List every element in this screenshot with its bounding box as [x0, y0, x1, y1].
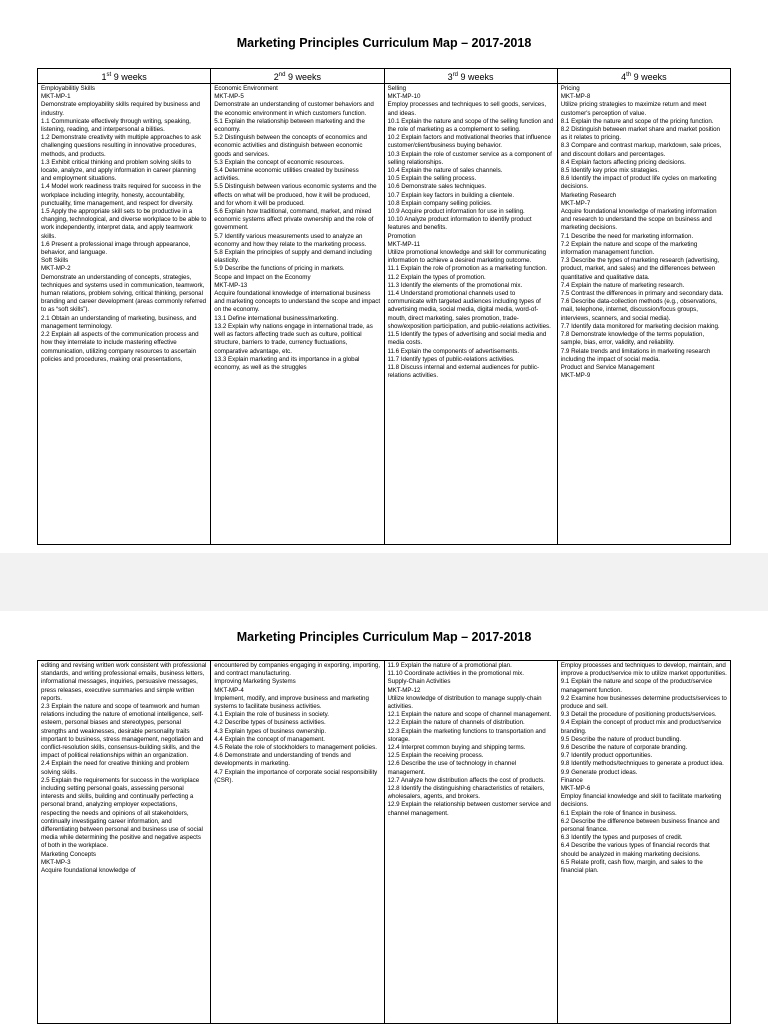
cell-line: MKT-MP-8 — [560, 93, 591, 101]
cell-line: 11.3 Identify the elements of the promotional mix. — [387, 281, 523, 289]
cell-line: MKT-MP-13 — [214, 281, 248, 289]
cell-line: 10.8 Explain company selling policies. — [387, 199, 492, 207]
cell-line: Employ financial knowledge and skill to facilitate marketing decisions. — [560, 793, 722, 809]
cell-line: 12.7 Analyze how distribution affects the cost of products. — [387, 776, 545, 784]
cell-line: 13.2 Explain why nations engage in international trade, as well as factors affecting trade such as culture, political structure, barriers to trade, currency fluctuations, comparative advantage, etc. — [214, 322, 373, 355]
cell-q2 — [211, 661, 384, 1024]
cell-line: 4.7 Explain the importance of corporate social responsibility (CSR). — [214, 768, 378, 784]
cell-line: 11.9 Explain the nature of a promotional plan. — [387, 662, 512, 669]
cell-line: 5.3 Explain the concept of economic resources. — [214, 158, 345, 166]
cell-line: Marketing Research — [560, 191, 617, 199]
cell-line: 11.1 Explain the role of promotion as a marketing function. — [387, 265, 547, 273]
cell-line: 12.4 Interpret common buying and shipping terms. — [387, 744, 526, 752]
curriculum-table-page-2 — [37, 660, 731, 1024]
cell-line: 6.4 Describe the various types of financial records that should be analyzed in making marketing decisions. — [560, 842, 710, 858]
cell-line: MKT-MP-5 — [214, 93, 244, 101]
cell-line: 6.1 Explain the role of finance in business. — [560, 809, 677, 817]
cell-line: 5.6 Explain how traditional, command, market, and mixed economic systems affect private ownership and the role of government. — [214, 208, 374, 232]
cell-line: 10.1 Explain the nature and scope of the selling function and the role of marketing as a complement to selling. — [387, 117, 554, 134]
cell-line: 7.5 Contrast the differences in primary and secondary data. — [560, 290, 724, 298]
cell-line: 10.4 Explain the nature of sales channels. — [387, 167, 503, 175]
cell-line: 12.8 Identify the distinguishing characteristics of retailers, wholesalers, agents, and brokers. — [387, 785, 545, 801]
cell-content — [561, 85, 727, 543]
cell-content — [561, 662, 727, 1022]
curriculum-table-page-1 — [37, 68, 731, 545]
cell-line: Acquire foundational knowledge of marketing information and research to understand the scope on business and marketing decisions. — [560, 208, 717, 232]
cell-line: Demonstrate employability skills required by business and industry. — [41, 101, 200, 117]
cell-line: Utilize promotional knowledge and skill for communicating information to achieve a desired marketing outcome. — [387, 249, 547, 265]
cell-line: 11.4 Understand promotional channels used to communicate with targeted audiences including types of advertising media, social media, digital media, word-of-mouth, direct marketing, sales promotion, trade-show/exposition participation, and public-relations activities. — [387, 290, 551, 330]
cell-q4 — [557, 661, 730, 1024]
column-header-q1: 1st 9 weeks — [38, 69, 211, 84]
cell-line: 4.2 Describe types of business activities. — [214, 719, 326, 727]
cell-line: 8.1 Explain the nature and scope of the pricing function. — [560, 117, 714, 125]
cell-line: 11.2 Explain the types of promotion. — [387, 273, 486, 281]
cell-line: MKT-MP-12 — [387, 686, 421, 694]
cell-line: 10.6 Demonstrate sales techniques. — [387, 183, 487, 191]
cell-line: 11.6 Explain the components of advertisements. — [387, 347, 520, 355]
cell-line: 9.7 Identify product opportunities. — [560, 752, 653, 760]
cell-q1 — [38, 661, 211, 1024]
cell-line: 7.3 Describe the types of marketing research (advertising, product, market, and sales) and the differences between quantitative and qualitative data. — [560, 257, 720, 281]
cell-line: Acquire foundational knowledge of — [41, 867, 136, 875]
cell-line: Implement, modify, and improve business and marketing systems to facilitate business activities. — [214, 694, 369, 711]
cell-line: MKT-MP-7 — [560, 199, 591, 207]
cell-line: 5.9 Describe the functions of pricing in markets. — [214, 265, 345, 273]
cell-line: Marketing Concepts — [41, 850, 97, 858]
cell-line: 1.5 Apply the appropriate skill sets to be productive in a changing, technological, and diverse workplace to be able to work independently, interpret data, and apply teamwork skills. — [41, 208, 207, 240]
cell-line: Demonstrate an understanding of customer behaviors and the economic environment in which customers function. — [214, 101, 374, 117]
cell-line: 4.5 Relate the role of stockholders to management policies. — [214, 744, 377, 752]
cell-line: 6.3 Identify the types and purposes of credit. — [560, 834, 683, 842]
cell-line: Pricing — [560, 85, 580, 92]
cell-line: 10.10 Analyze product information to identify product features and benefits. — [387, 216, 532, 232]
cell-line: 2.3 Explain the nature and scope of teamwork and human relations including the nature of emotional intelligence, self-esteem, personal biases and stereotypes, personal strengths and weaknesses, desirable personality traits important to business, stress management, negotiation and conflict-resolution skills, consensus-building skills, and the impact of political relationships within an organization. — [41, 703, 204, 760]
cell-line: Selling — [387, 85, 407, 92]
cell-q3 — [384, 661, 557, 1024]
cell-line: Supply-Chain Activities — [387, 678, 451, 686]
cell-line: MKT-MP-3 — [41, 858, 71, 866]
cell-line: 8.3 Compare and contrast markup, markdown, sale prices, and discount dollars and percentages. — [560, 142, 722, 158]
cell-line: Soft Skills — [41, 257, 69, 265]
cell-line: Employ processes and techniques to sell goods, services, and ideas. — [387, 101, 547, 117]
cell-line: Employ processes and techniques to develop, maintain, and improve a product/service mix to utilize market opportunities. — [560, 662, 727, 678]
cell-line: 4.1 Explain the role of business in society. — [214, 711, 330, 719]
page-gap — [0, 553, 768, 611]
cell-line: MKT-MP-6 — [560, 785, 591, 793]
cell-line: Utilize knowledge of distribution to manage supply-chain activities. — [387, 694, 542, 711]
cell-line: Scope and Impact on the Economy — [214, 273, 311, 281]
cell-line: Product and Service Management — [560, 363, 655, 371]
cell-line: 11.10 Coordinate activities in the promotional mix. — [387, 670, 524, 678]
cell-q1 — [38, 84, 211, 545]
cell-line: 5.2 Distinguish between the concepts of economics and economic activities and distinguish between economic goods and services. — [214, 134, 367, 158]
cell-line: 10.7 Explain key factors in building a clientele. — [387, 191, 515, 199]
cell-line: 2.4 Explain the need for creative thinking and problem solving skills. — [41, 760, 189, 776]
cell-line: 12.1 Explain the nature and scope of channel management. — [387, 711, 552, 719]
cell-content — [214, 662, 380, 1022]
cell-line: 5.1 Explain the relationship between marketing and the economy. — [214, 117, 365, 134]
cell-line: Finance — [560, 776, 583, 784]
cell-line: 4.6 Demonstrate and understanding of trends and developments in marketing. — [214, 752, 351, 768]
cell-line: 7.9 Relate trends and limitations in marketing research including the impact of social media. — [560, 347, 711, 363]
cell-line: 8.5 Identify key price mix strategies. — [560, 167, 660, 175]
cell-q3 — [384, 84, 557, 545]
cell-line: 5.7 Identify various measurements used to analyze an economy and how they relate to the marketing process. — [214, 232, 367, 248]
cell-content — [214, 85, 380, 543]
cell-line: MKT-MP-1 — [41, 93, 71, 101]
cell-line: 7.1 Describe the need for marketing information. — [560, 232, 694, 240]
cell-line: 12.6 Describe the use of technology in channel management. — [387, 760, 517, 776]
cell-line: 11.5 Identify the types of advertising and social media and media costs. — [387, 331, 547, 347]
cell-q2 — [211, 84, 384, 545]
cell-line: 12.2 Explain the nature of channels of distribution. — [387, 719, 525, 727]
cell-line: MKT-MP-4 — [214, 686, 244, 694]
cell-line: 4.4 Explain the concept of management. — [214, 735, 326, 743]
cell-line: 9.2 Examine how businesses determine products/services to produce and sell. — [560, 694, 727, 711]
cell-line: Employabilitiy Skills — [41, 85, 95, 92]
cell-line: Utilize pricing strategies to maximize return and meet customer's perception of value. — [560, 101, 707, 117]
cell-content — [388, 85, 554, 543]
column-header-q3: 3rd 9 weeks — [384, 69, 557, 84]
cell-line: 10.5 Explain the selling process. — [387, 175, 477, 183]
cell-line: Improving Marketing Systems — [214, 678, 296, 686]
cell-line: 6.5 Relate profit, cash flow, margin, and sales to the financial plan. — [560, 858, 703, 875]
cell-line: 9.6 Describe the nature of corporate branding. — [560, 744, 688, 752]
cell-line: MKT-MP-10 — [387, 93, 421, 101]
cell-line: 8.4 Explain factors affecting pricing decisions. — [560, 158, 686, 166]
cell-content — [388, 662, 554, 1022]
column-header-q4: 4th 9 weeks — [557, 69, 730, 84]
cell-content — [41, 662, 207, 1022]
page-title: Marketing Principles Curriculum Map – 2017-2018 — [236, 630, 532, 644]
cell-line: 10.2 Explain factors and motivational theories that influence customer/client/business buying behavior. — [387, 134, 551, 150]
cell-line: 13.3 Explain marketing and its importance in a global economy, as well as the struggles — [214, 355, 360, 371]
cell-line: 9.8 Identify methods/techniques to generate a product idea. — [560, 760, 724, 768]
cell-line: 1.4 Model work readiness traits required for success in the workplace including integrity, honesty, accountability, punctuality, time management, and respect for diversity. — [41, 183, 201, 207]
cell-line: 1.6 Present a professional image through appearance, behavior, and language. — [41, 240, 191, 257]
cell-line: Economic Environment — [214, 85, 278, 92]
cell-line: MKT-MP-2 — [41, 265, 71, 273]
cell-line: 9.5 Describe the nature of product bundling. — [560, 735, 682, 743]
cell-line: 9.1 Explain the nature and scope of the product/service management function. — [560, 678, 713, 694]
page-title: Marketing Principles Curriculum Map – 2017-2018 — [236, 36, 532, 50]
cell-line: 6.2 Describe the difference between business finance and personal finance. — [560, 817, 720, 834]
cell-line: 12.5 Explain the receiving process. — [387, 752, 484, 760]
cell-line: 8.2 Distinguish between market share and market position as it relates to pricing. — [560, 126, 720, 142]
cell-content — [41, 85, 207, 543]
cell-line: 7.2 Explain the nature and scope of the marketing information management function. — [560, 240, 698, 257]
cell-line: 1.3 Exhibit critical thinking and problem solving skills to locate, analyze, and apply information in career planning and employment situations. — [41, 158, 196, 183]
cell-line: 9.3 Detail the procedure of positioning products/services. — [560, 711, 717, 719]
cell-line: 8.6 Identify the impact of product life cycles on marketing decisions. — [560, 175, 717, 191]
cell-line: 12.3 Explain the marketing functions to transportation and storage. — [387, 727, 546, 743]
cell-line: 1.2 Demonstrate creativity with multiple approaches to ask challenging questions resulting in innovative procedures, methods, and products. — [41, 134, 201, 158]
cell-line: 11.8 Discuss internal and external audiences for public-relations activities. — [387, 363, 540, 380]
cell-line: 2.2 Explain all aspects of the communication process and how they interrelate to include mastering effective communication, utilizing company resources to ascertain policies and procedures, making oral presentations, — [41, 331, 199, 363]
cell-line: MKT-MP-11 — [387, 240, 421, 248]
cell-line: 11.7 Identify types of public-relations activities. — [387, 355, 515, 363]
cell-line: 9.4 Explain the concept of product mix and product/service branding. — [560, 719, 722, 735]
cell-line: 2.5 Explain the requirements for success in the workplace including setting personal goals, assessing personal interests and skills, building and continually perfecting a personal brand, analyzing employer expectations, respecting the needs and opinions of all stakeholders, continually investigating career information, and differentiating between personal and business use of social media while determining the positive and negative aspects of both in the workplace. — [41, 776, 203, 850]
cell-line: 5.5 Distinguish between various economic systems and the effects on what will be produced, how it will be produced, and for whom it will be produced. — [214, 183, 377, 207]
cell-line: 7.6 Describe data-collection methods (e.g., observations, mail, telephone, internet, discussion/focus groups, interviews, scanners, and social media). — [560, 298, 717, 322]
cell-line: encountered by companies engaging in exporting, importing, and contract manufacturing. — [214, 662, 381, 678]
cell-line: Promotion — [387, 232, 416, 240]
cell-line: 7.4 Explain the nature of marketing research. — [560, 281, 685, 289]
cell-line: 10.9 Acquire product information for use in selling. — [387, 208, 525, 216]
cell-line: 4.3 Explain types of business ownership. — [214, 727, 327, 735]
cell-line: 10.3 Explain the role of customer service as a component of selling relationships. — [387, 150, 552, 166]
cell-line: 7.7 Identify data monitored for marketing decision making. — [560, 322, 720, 330]
cell-q4 — [557, 84, 730, 545]
cell-line: MKT-MP-9 — [560, 372, 591, 380]
cell-line: 13.1 Define international business/marketing. — [214, 314, 339, 322]
cell-line: 5.4 Determine economic utilities created by business activities. — [214, 167, 359, 183]
cell-line: 2.1 Obtain an understanding of marketing, business, and management terminology. — [41, 314, 197, 330]
cell-line: Acquire foundational knowledge of international business and marketing concepts to understand the scope and impact on the economy. — [214, 290, 381, 314]
cell-line: 9.9 Generate product ideas. — [560, 768, 638, 776]
cell-line: 5.8 Explain the principles of supply and demand including elasticity. — [214, 249, 372, 265]
cell-line: 7.8 Demonstrate knowledge of the terms population, sample, bias, error, validity, and reliability. — [560, 331, 705, 347]
cell-line: 1.1 Communicate effectively through writing, speaking, listening, reading, and interpersonal a bilities. — [41, 117, 191, 134]
cell-line: editing and revising written work consistent with professional standards, and writing professional emails, business letters, informational messages, inquiries, persuasive messages, press releases, executive summaries and simple written reports. — [41, 662, 207, 702]
column-header-q2: 2nd 9 weeks — [211, 69, 384, 84]
cell-line: Demonstrate an understanding of concepts, strategies, techniques and systems used in communication, teamwork, human relations, problem solving, critical thinking, personal branding and career development (areas commonly referred to as “soft skills”). — [41, 273, 207, 314]
cell-line: 12.9 Explain the relationship between customer service and channel management. — [387, 801, 551, 817]
